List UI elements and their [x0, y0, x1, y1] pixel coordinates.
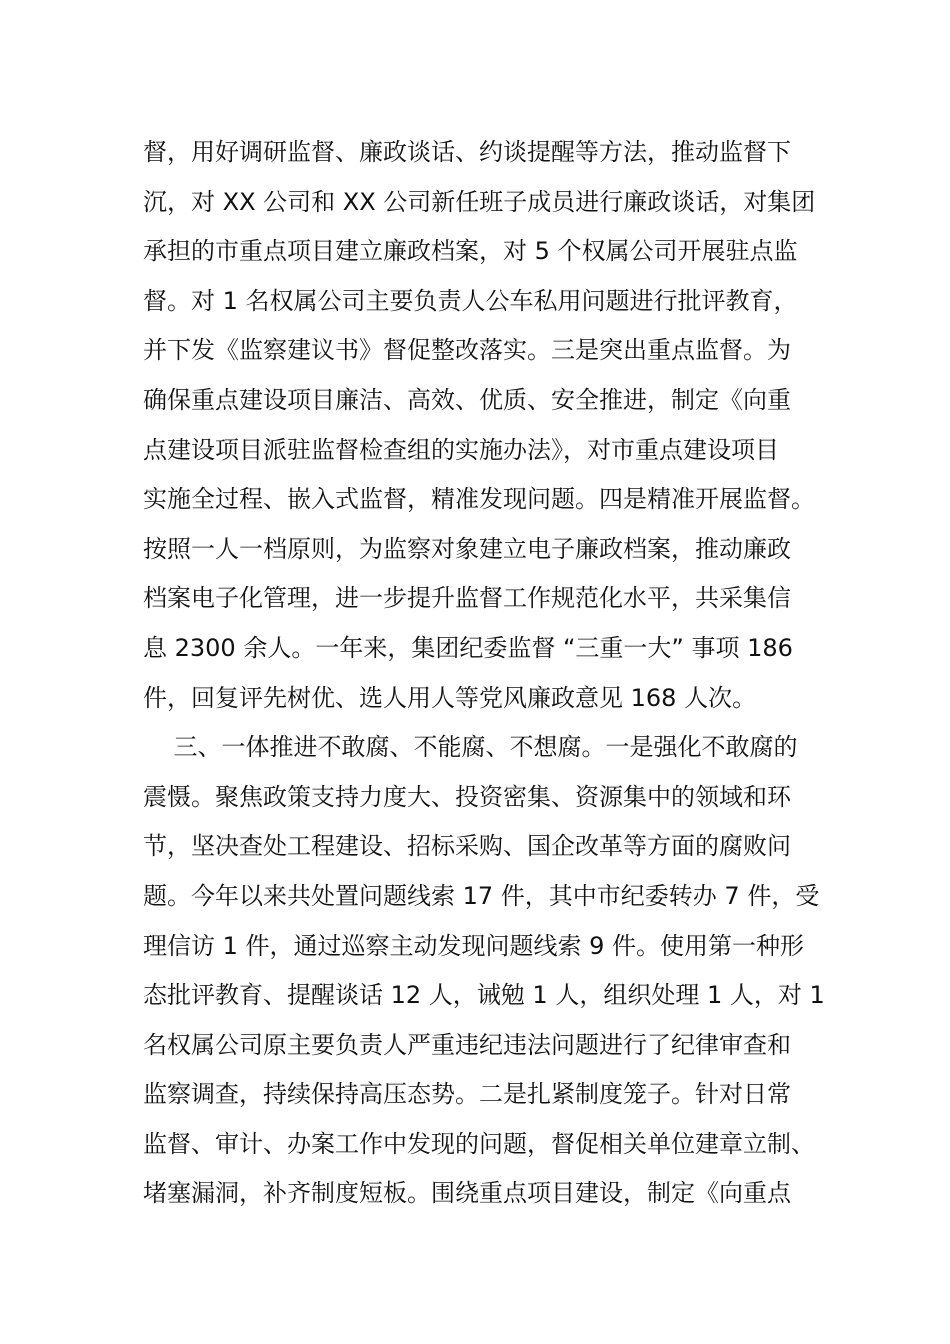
text-line: 三、一体推进不敢腐、不能腐、不想腐。一是强化不敢腐的 — [143, 733, 798, 762]
text-line: 点建设项目派驻监督检查组的实施办法》，对市重点建设项目 — [143, 435, 779, 464]
text-line: 态批评教育、提醒谈话 12 人，诫勉 1 人，组织处理 1 人，对 1 — [143, 981, 825, 1010]
text-line: 并下发《监察建议书》督促整改落实。三是突出重点监督。为 — [143, 336, 791, 365]
text-line: 监察调查，持续保持高压态势。二是扎紧制度笼子。针对日常 — [143, 1080, 791, 1109]
text-line: 按照一人一档原则，为监察对象建立电子廉政档案，推动廉政 — [143, 534, 791, 563]
text-line: 堵塞漏洞，补齐制度短板。围绕重点项目建设，制定《向重点 — [143, 1179, 791, 1208]
text-line: 节，坚决查处工程建设、招标采购、国企改革等方面的腐败问 — [143, 832, 791, 861]
text-line: 震慑。聚焦政策支持力度大、投资密集、资源集中的领域和环 — [143, 782, 791, 811]
text-line: 档案电子化管理，进一步提升监督工作规范化水平，共采集信 — [143, 584, 791, 613]
text-line: 理信访 1 件，通过巡察主动发现问题线索 9 件。使用第一种形 — [143, 931, 805, 960]
text-line: 监督、审计、办案工作中发现的问题，督促相关单位建章立制、 — [143, 1129, 815, 1158]
text-line: 名权属公司原主要负责人严重违纪违法问题进行了纪律审查和 — [143, 1030, 791, 1059]
body-text — [143, 128, 823, 1219]
text-line: 实施全过程、嵌入式监督，精准发现问题。四是精准开展监督。 — [143, 485, 815, 514]
text-line: 督，用好调研监督、廉政谈话、约谈提醒等方法，推动监督下 — [143, 138, 791, 166]
text-line: 件，回复评先树优、选人用人等党风廉政意见 168 人次。 — [143, 683, 757, 712]
text-line: 息 2300 余人。一年来，集团纪委监督 “三重一大” 事项 186 — [143, 633, 793, 662]
text-line: 承担的市重点项目建立廉政档案，对 5 个权属公司开展驻点监 — [143, 237, 798, 266]
text-line: 沉，对 XX 公司和 XX 公司新任班子成员进行廉政谈话，对集团 — [143, 187, 816, 216]
text-line: 督。对 1 名权属公司主要负责人公车私用问题进行批评教育， — [143, 286, 798, 315]
text-line: 确保重点建设项目廉洁、高效、优质、安全推进，制定《向重 — [143, 385, 791, 414]
text-line: 题。今年以来共处置问题线索 17 件，其中市纪委转办 7 件，受 — [143, 881, 820, 910]
